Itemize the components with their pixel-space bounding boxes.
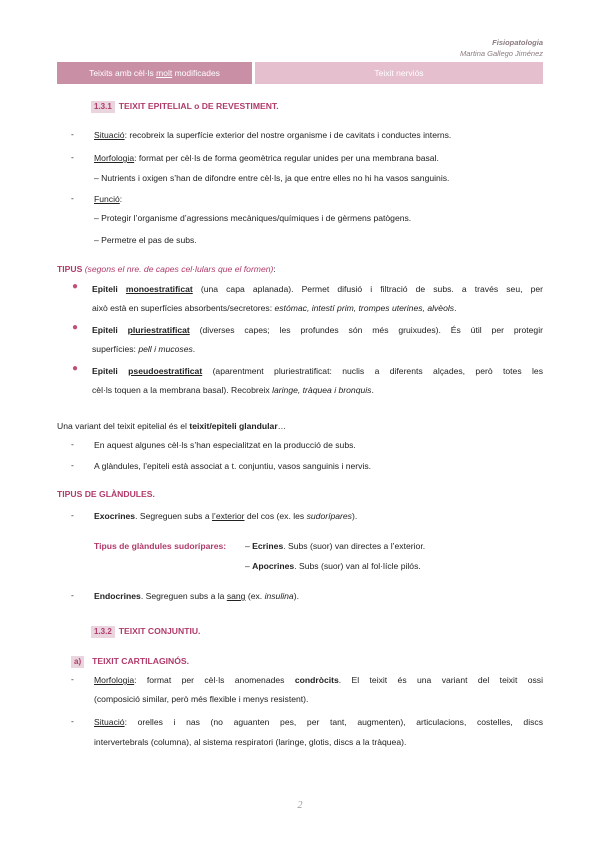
dash-bullet: - bbox=[71, 674, 74, 684]
cartilage-morphology-line2: (composició similar, però més flexible i menys resistent). bbox=[94, 694, 309, 704]
eccrine-line: – Ecrines. Subs (suor) van directes a l’exterior. bbox=[245, 541, 426, 551]
dash-bullet: - bbox=[71, 590, 74, 600]
epithelial-morphology: Morfologia: format per cèl·ls de forma geomètrica regular unides per una membrana basal. bbox=[94, 153, 439, 163]
mono-line2: això està en superfícies absorbents/secretores: estómac, intestí prim, trompes uterines, alvèols. bbox=[92, 303, 457, 313]
section-heading-epithelial: 1.3.1 TEIXIT EPITELIAL o DE REVESTIMENT. bbox=[91, 100, 279, 113]
dash-bullet: - bbox=[71, 193, 74, 203]
pluri-line2: superfícies: pell i mucoses. bbox=[92, 344, 196, 354]
epithelial-morphology-note: – Nutrients i oxigen s’han de difondre entre cèl·ls, ja que entre elles no hi ha vasos sanguinis. bbox=[94, 173, 450, 183]
gland-types-heading: TIPUS DE GLÀNDULES. bbox=[57, 489, 155, 499]
dash-bullet: - bbox=[71, 460, 74, 470]
epithelial-function: Funció: bbox=[94, 194, 123, 204]
glandular-point-1: En aquest algunes cèl·ls s’han especialitzat en la producció de subs. bbox=[94, 440, 356, 450]
glandular-intro: Una variant del teixit epitelial és el teixit/epiteli glandular… bbox=[57, 421, 287, 431]
header-author: Martina Gallego Jiménez bbox=[460, 49, 543, 58]
pseudo-line2: cèl·ls toquen a la membrana basal). Recobreix laringe, tràquea i bronquis. bbox=[92, 385, 374, 395]
bullet-dot: ● bbox=[72, 281, 79, 292]
subsection-heading-cartilage: a) TEIXIT CARTILAGINÓS. bbox=[71, 655, 189, 668]
epithelial-situation: Situació: recobreix la superfície exterior del nostre organisme i de cavitats i conductes interns. bbox=[94, 130, 452, 140]
pluri-line1: Epiteli pluriestratificat (diverses capes; les profundes són més gruixudes). És útil per protegir bbox=[92, 325, 543, 335]
header-subject: Fisiopatologia bbox=[492, 38, 543, 47]
page-number: 2 bbox=[297, 800, 303, 811]
cartilage-situation-line1: Situació: orelles i nas (no aguanten pes, per tant, augmenten), articulacions, costelles, discs bbox=[94, 717, 543, 727]
dash-bullet: - bbox=[71, 510, 74, 520]
epithelial-function-1: – Protegir l’organisme d’agressions mecàniques/químiques i de gèrmens patògens. bbox=[94, 213, 412, 223]
types-heading: TIPUS (segons el nre. de capes cel·lulars que el formen): bbox=[57, 264, 276, 274]
dash-bullet: - bbox=[71, 152, 74, 162]
dash-bullet: - bbox=[71, 716, 74, 726]
dash-bullet: - bbox=[71, 129, 74, 139]
apocrine-line: – Apocrines. Subs (suor) van al fol·lícle pilós. bbox=[245, 561, 421, 571]
epithelial-function-2: – Permetre el pas de subs. bbox=[94, 235, 197, 245]
endocrine-line: Endocrines. Segreguen subs a la sang (ex. insulina). bbox=[94, 591, 299, 601]
cartilage-situation-line2: intervertebrals (columna), al sistema respiratori (laringe, glotis, discs a la tràquea). bbox=[94, 737, 407, 747]
bullet-dot: ● bbox=[72, 363, 79, 374]
sudoriparous-label: Tipus de glàndules sudorípares: bbox=[94, 541, 227, 551]
mono-line1: Epiteli monoestratificat (una capa aplanada). Permet difusió i filtració de subs. a través seu, per bbox=[92, 284, 543, 294]
tab-modified-cells: Teixits amb cèl·ls molt modificades bbox=[57, 62, 252, 84]
section-heading-connective: 1.3.2 TEIXIT CONJUNTIU. bbox=[91, 625, 200, 638]
pseudo-line1: Epiteli pseudoestratificat (aparentment pluriestratificat: nuclis a diferents alçades, però totes les bbox=[92, 366, 543, 376]
exocrine-line: Exocrines. Segreguen subs a l’exterior del cos (ex. les sudorípares). bbox=[94, 511, 358, 521]
dash-bullet: - bbox=[71, 439, 74, 449]
glandular-point-2: A glàndules, l’epiteli està associat a t. conjuntiu, vasos sanguinis i nervis. bbox=[94, 461, 372, 471]
cartilage-morphology-line1: Morfologia: format per cèl·ls anomenades condròcits. El teixit és una variant del teixit ossi bbox=[94, 675, 543, 685]
bullet-dot: ● bbox=[72, 322, 79, 333]
tab-nervous-tissue: Teixit nerviós bbox=[255, 62, 543, 84]
